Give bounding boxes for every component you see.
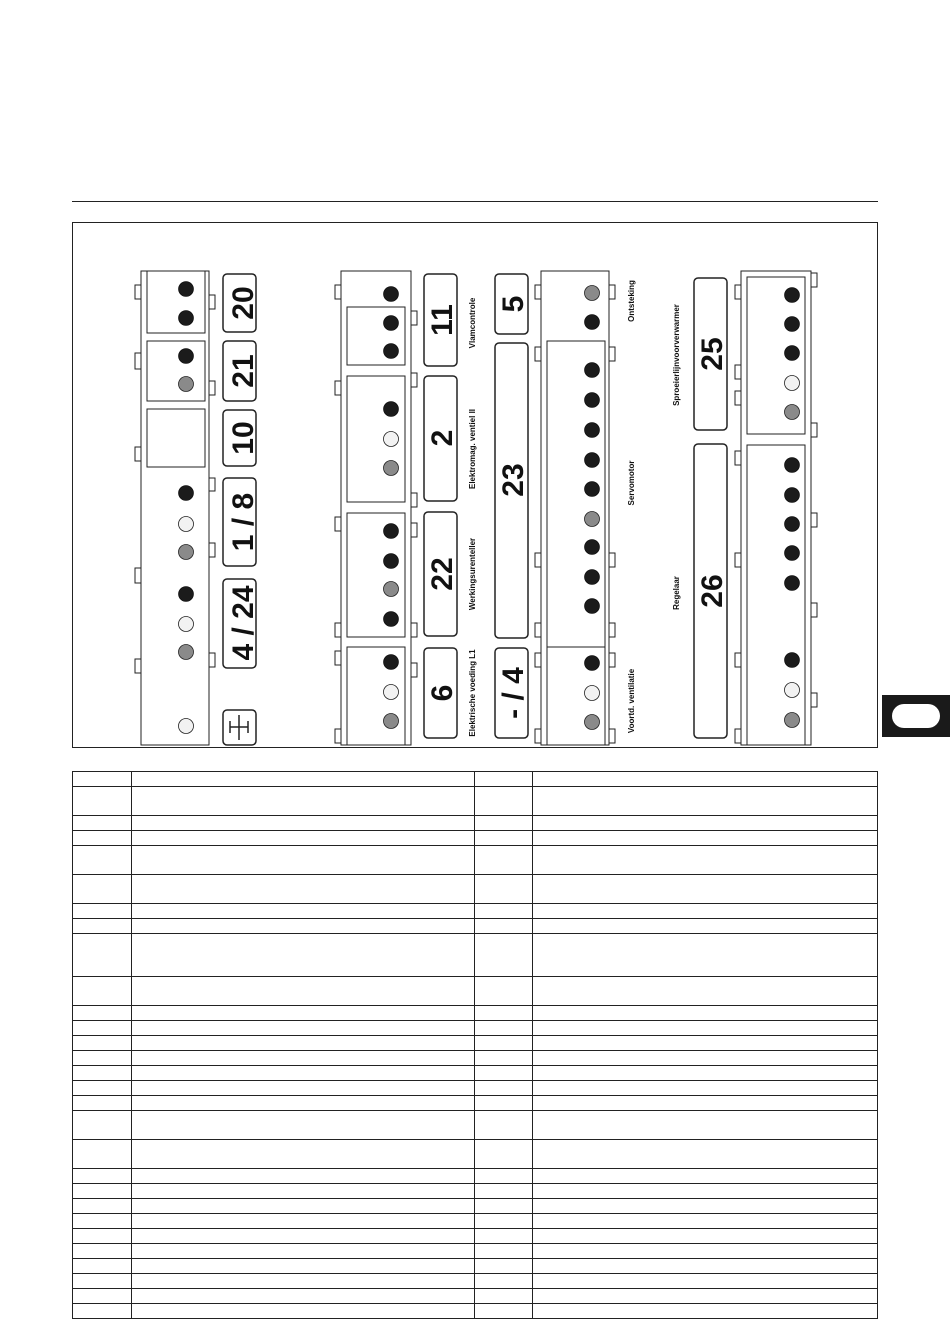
- table-cell: [533, 1184, 878, 1199]
- table-cell: [475, 1051, 533, 1066]
- label-10: 10: [227, 421, 260, 455]
- left-block-labels: [223, 274, 260, 745]
- caption-werkingsurenteller: Werkingsurenteller: [468, 537, 477, 611]
- caption-vlamcontrole: Vlamcontrole: [468, 297, 477, 349]
- terminal-dot: [179, 349, 194, 364]
- table-cell: [475, 831, 533, 846]
- table-cell: [475, 1304, 533, 1319]
- terminal-dot: [585, 686, 600, 701]
- table-cell: [533, 1289, 878, 1304]
- table-cell: [533, 831, 878, 846]
- legend-table-body: [73, 772, 878, 1319]
- terminal-dot: [384, 582, 399, 597]
- center-labels: [495, 274, 530, 738]
- label-20: 20: [227, 286, 260, 320]
- terminal-dot: [179, 486, 194, 501]
- wiring-diagram-frame: [72, 222, 878, 748]
- terminal-dot: [384, 714, 399, 729]
- right-center-captions: [627, 280, 636, 733]
- terminal-dot: [179, 645, 194, 660]
- table-row: [73, 772, 878, 787]
- table-row: [73, 1229, 878, 1244]
- table-cell: [131, 919, 475, 934]
- table-cell: [533, 787, 878, 816]
- table-cell: [131, 1199, 475, 1214]
- table-row: [73, 1021, 878, 1036]
- terminal-dot: [384, 287, 399, 302]
- table-cell: [533, 1066, 878, 1081]
- table-cell: [533, 772, 878, 787]
- table-cell: [533, 1111, 878, 1140]
- label-26: 26: [696, 574, 729, 608]
- table-cell: [475, 904, 533, 919]
- table-row: [73, 1036, 878, 1051]
- table-cell: [131, 1244, 475, 1259]
- table-cell: [131, 772, 475, 787]
- terminal-dot: [785, 653, 800, 668]
- terminal-dot: [585, 482, 600, 497]
- table-row: [73, 977, 878, 1006]
- right-center-terminal-strip: [535, 271, 615, 745]
- terminal-dot: [585, 599, 600, 614]
- empty-legend-table: [72, 771, 878, 1319]
- table-cell: [475, 1274, 533, 1289]
- table-cell: [131, 846, 475, 875]
- table-cell: [475, 787, 533, 816]
- table-row: [73, 831, 878, 846]
- middle-block-labels: [424, 274, 459, 738]
- terminal-dot: [585, 715, 600, 730]
- caption-elektrische-voeding: Elektrische voeding L1: [468, 649, 477, 737]
- caption-regelaar: Regelaar: [672, 576, 681, 610]
- middle-terminal-strip: [335, 271, 417, 745]
- table-cell: [131, 831, 475, 846]
- table-row: [73, 787, 878, 816]
- table-cell: [73, 1304, 132, 1319]
- table-row: [73, 1096, 878, 1111]
- table-cell: [475, 934, 533, 977]
- caption-voortd-ventilatie: Voortd. ventilatie: [627, 668, 636, 734]
- table-cell: [73, 1051, 132, 1066]
- table-cell: [533, 1006, 878, 1021]
- table-cell: [131, 1304, 475, 1319]
- table-cell: [533, 1304, 878, 1319]
- label-22: 22: [426, 557, 459, 591]
- table-cell: [131, 1169, 475, 1184]
- table-cell: [475, 1066, 533, 1081]
- table-cell: [533, 1259, 878, 1274]
- terminal-dot: [585, 453, 600, 468]
- table-cell: [533, 1274, 878, 1289]
- table-row: [73, 1259, 878, 1274]
- table-cell: [475, 772, 533, 787]
- table-cell: [533, 875, 878, 904]
- table-cell: [73, 831, 132, 846]
- table-cell: [131, 1066, 475, 1081]
- table-cell: [131, 977, 475, 1006]
- table-cell: [73, 1229, 132, 1244]
- table-cell: [475, 1289, 533, 1304]
- caption-sproeierlijnvoorverwarmer: Sproeierlijnvoorverwarmer: [672, 304, 681, 406]
- terminal-dot: [585, 512, 600, 527]
- table-cell: [533, 1229, 878, 1244]
- table-cell: [131, 1184, 475, 1199]
- table-cell: [73, 846, 132, 875]
- terminal-dot: [785, 517, 800, 532]
- table-cell: [533, 1214, 878, 1229]
- table-cell: [131, 1140, 475, 1169]
- table-cell: [533, 1140, 878, 1169]
- terminal-dot: [785, 713, 800, 728]
- caption-ontsteking: Ontsteking: [627, 280, 636, 322]
- terminal-dot: [384, 316, 399, 331]
- table-cell: [73, 816, 132, 831]
- table-cell: [131, 1214, 475, 1229]
- table-cell: [533, 919, 878, 934]
- terminal-dot: [785, 376, 800, 391]
- table-row: [73, 1140, 878, 1169]
- table-cell: [73, 1259, 132, 1274]
- table-cell: [475, 1036, 533, 1051]
- terminal-dot: [785, 405, 800, 420]
- table-cell: [131, 1006, 475, 1021]
- label-11: 11: [426, 304, 459, 336]
- table-cell: [475, 1021, 533, 1036]
- label-2: 2: [426, 429, 459, 447]
- table-cell: [73, 1066, 132, 1081]
- table-cell: [475, 1259, 533, 1274]
- far-right-terminal-strip: [735, 271, 817, 745]
- table-cell: [533, 1051, 878, 1066]
- label-21: 21: [227, 354, 260, 388]
- table-cell: [533, 934, 878, 977]
- terminal-dot: [585, 286, 600, 301]
- table-cell: [131, 934, 475, 977]
- table-cell: [533, 1021, 878, 1036]
- table-cell: [475, 977, 533, 1006]
- table-row: [73, 1289, 878, 1304]
- table-cell: [73, 919, 132, 934]
- table-cell: [131, 1096, 475, 1111]
- terminal-dot: [384, 655, 399, 670]
- far-right-labels: [672, 278, 729, 738]
- table-cell: [475, 1244, 533, 1259]
- terminal-dot: [179, 587, 194, 602]
- table-cell: [475, 1184, 533, 1199]
- table-row: [73, 875, 878, 904]
- terminal-dot: [384, 432, 399, 447]
- table-row: [73, 1051, 878, 1066]
- table-row: [73, 1006, 878, 1021]
- table-cell: [475, 1096, 533, 1111]
- terminal-dot: [785, 683, 800, 698]
- table-cell: [73, 1184, 132, 1199]
- terminal-dot: [585, 315, 600, 330]
- label-25: 25: [696, 337, 729, 371]
- table-cell: [131, 1229, 475, 1244]
- terminal-dot: [384, 685, 399, 700]
- terminal-dot: [785, 317, 800, 332]
- table-cell: [533, 846, 878, 875]
- table-cell: [73, 934, 132, 977]
- table-cell: [475, 1006, 533, 1021]
- table-cell: [73, 1096, 132, 1111]
- caption-servomotor: Servomotor: [627, 460, 636, 506]
- table-cell: [131, 787, 475, 816]
- label-minus-4: - / 4: [497, 667, 530, 719]
- table-row: [73, 1169, 878, 1184]
- label-23: 23: [497, 463, 530, 497]
- table-cell: [131, 1051, 475, 1066]
- terminal-dot: [179, 617, 194, 632]
- ground-icon: [223, 710, 256, 745]
- table-row: [73, 1244, 878, 1259]
- table-cell: [73, 787, 132, 816]
- table-cell: [131, 1289, 475, 1304]
- caption-elektromag-ventiel: Elektromag. ventiel II: [468, 408, 477, 490]
- table-cell: [475, 919, 533, 934]
- terminal-dot: [785, 288, 800, 303]
- table-cell: [533, 1199, 878, 1214]
- terminal-dot: [785, 576, 800, 591]
- section-tab-marker: [882, 695, 950, 737]
- table-cell: [73, 1244, 132, 1259]
- label-1-8: 1 / 8: [227, 492, 260, 552]
- table-row: [73, 1214, 878, 1229]
- table-cell: [533, 1036, 878, 1051]
- table-cell: [131, 1111, 475, 1140]
- table-cell: [131, 1274, 475, 1289]
- table-cell: [131, 1081, 475, 1096]
- table-row: [73, 919, 878, 934]
- terminal-dot: [179, 719, 194, 734]
- label-6: 6: [426, 684, 459, 702]
- terminal-dot: [785, 458, 800, 473]
- table-row: [73, 846, 878, 875]
- table-cell: [475, 816, 533, 831]
- table-row: [73, 1304, 878, 1319]
- table-cell: [533, 816, 878, 831]
- terminal-dot: [179, 282, 194, 297]
- table-row: [73, 1066, 878, 1081]
- table-cell: [73, 772, 132, 787]
- middle-captions: [468, 297, 477, 736]
- table-cell: [475, 1111, 533, 1140]
- table-row: [73, 904, 878, 919]
- table-cell: [475, 1229, 533, 1244]
- terminal-dot: [785, 488, 800, 503]
- table-cell: [533, 904, 878, 919]
- table-cell: [475, 1140, 533, 1169]
- terminal-dot: [179, 377, 194, 392]
- table-cell: [131, 904, 475, 919]
- table-cell: [73, 875, 132, 904]
- terminal-dot: [585, 570, 600, 585]
- table-cell: [533, 1096, 878, 1111]
- table-cell: [533, 1169, 878, 1184]
- table-cell: [131, 1036, 475, 1051]
- terminal-dot: [384, 344, 399, 359]
- table-cell: [475, 1214, 533, 1229]
- table-cell: [73, 1081, 132, 1096]
- label-5: 5: [497, 295, 530, 313]
- header-rule: [72, 201, 878, 202]
- terminal-dot: [179, 311, 194, 326]
- terminal-dot: [384, 554, 399, 569]
- table-cell: [131, 816, 475, 831]
- terminal-dot: [585, 393, 600, 408]
- terminal-dot: [585, 363, 600, 378]
- table-cell: [73, 1169, 132, 1184]
- terminal-dot: [585, 540, 600, 555]
- table-cell: [73, 1289, 132, 1304]
- label-4-24: 4 / 24: [227, 585, 260, 661]
- terminal-dot: [384, 612, 399, 627]
- terminal-dot: [585, 423, 600, 438]
- terminal-dot: [785, 546, 800, 561]
- terminal-dot: [585, 656, 600, 671]
- table-cell: [73, 1199, 132, 1214]
- table-cell: [533, 1081, 878, 1096]
- table-row: [73, 1081, 878, 1096]
- table-cell: [533, 1244, 878, 1259]
- table-cell: [475, 1199, 533, 1214]
- table-cell: [73, 1111, 132, 1140]
- table-cell: [475, 846, 533, 875]
- table-cell: [131, 1021, 475, 1036]
- table-cell: [73, 1214, 132, 1229]
- table-row: [73, 816, 878, 831]
- table-cell: [131, 875, 475, 904]
- table-cell: [73, 904, 132, 919]
- table-cell: [475, 1081, 533, 1096]
- table-row: [73, 1199, 878, 1214]
- terminal-dot: [384, 402, 399, 417]
- left-terminal-strip: [135, 271, 215, 745]
- table-cell: [73, 1006, 132, 1021]
- table-row: [73, 934, 878, 977]
- table-row: [73, 1184, 878, 1199]
- table-cell: [73, 1021, 132, 1036]
- table-cell: [131, 1259, 475, 1274]
- terminal-dot: [179, 517, 194, 532]
- table-row: [73, 1111, 878, 1140]
- table-cell: [475, 1169, 533, 1184]
- terminal-dot: [384, 461, 399, 476]
- table-cell: [73, 977, 132, 1006]
- table-row: [73, 1274, 878, 1289]
- table-cell: [533, 977, 878, 1006]
- table-cell: [73, 1036, 132, 1051]
- table-cell: [73, 1140, 132, 1169]
- terminal-dot: [785, 346, 800, 361]
- terminal-dot: [384, 524, 399, 539]
- tab-marker-dot: [892, 704, 940, 728]
- table-cell: [475, 875, 533, 904]
- table-cell: [73, 1274, 132, 1289]
- terminal-dot: [179, 545, 194, 560]
- wiring-diagram: [73, 223, 879, 749]
